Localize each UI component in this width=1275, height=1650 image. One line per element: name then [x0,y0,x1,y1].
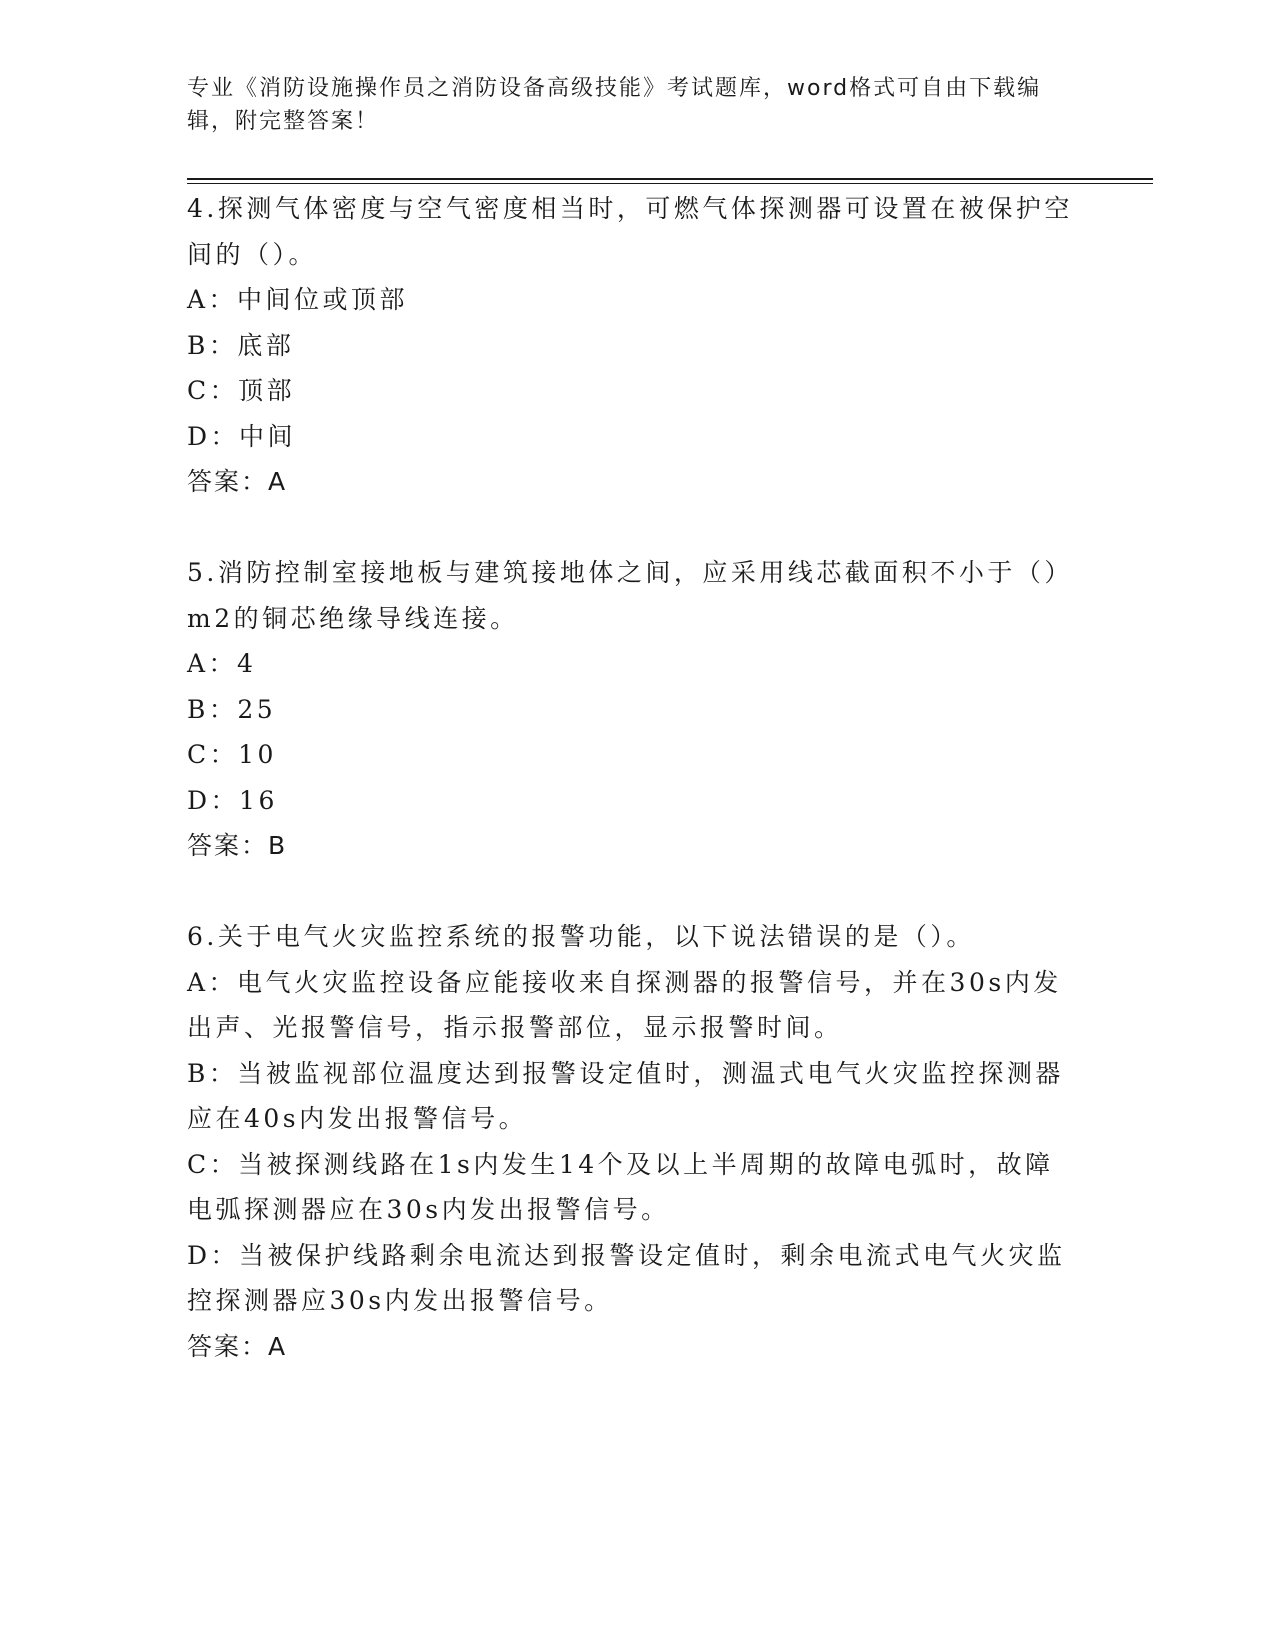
answer-label: 答案：A [187,467,288,496]
option-c: C：当被探测线路在1s内发生14个及以上半周期的故障电弧时，故障电弧探测器应在30s内发出报警信号。 [187,1149,1054,1224]
document-header: 专业《消防设施操作员之消防设备高级技能》考试题库，word格式可自由下载编辑，附完整答案！ [187,76,1042,134]
header-divider-thin [187,183,1153,184]
option-a: A：中间位或顶部 [187,285,409,314]
option-d: D：16 [187,785,278,815]
option-c: C：顶部 [187,376,296,405]
option-a: A：电气火灾监控设备应能接收来自探测器的报警信号，并在30s内发出声、光报警信号，指示报警部位，显示报警时间。 [187,967,1062,1042]
option-a: A：4 [187,649,257,678]
option-b: B：底部 [187,330,295,360]
question-4 [187,186,1077,505]
answer-label: 答案：B [187,831,288,860]
question-stem: 6.关于电气火灾监控系统的报警功能，以下说法错误的是（）。 [187,922,975,951]
answer-label: 答案：A [187,1331,288,1361]
option-c: C：10 [187,740,277,769]
question-stem: 4.探测气体密度与空气密度相当时，可燃气体探测器可设置在被保护空间的（）。 [187,194,1073,269]
question-6 [187,914,1077,1369]
option-d: D：当被保护线路剩余电流达到报警设定值时，剩余电流式电气火灾监控探测器应30s内发出报警信号。 [187,1240,1066,1315]
question-5 [187,550,1077,869]
question-stem: 5.消防控制室接地板与建筑接地体之间，应采用线芯截面积不小于（）m2的铜芯绝缘导线连接。 [187,558,1073,633]
option-d: D：中间 [187,421,297,451]
option-b: B：25 [187,694,277,724]
header-divider-thick [187,178,1153,180]
option-b: B：当被监视部位温度达到报警设定值时，测温式电气火灾监控探测器应在40s内发出报警信号。 [187,1058,1064,1133]
